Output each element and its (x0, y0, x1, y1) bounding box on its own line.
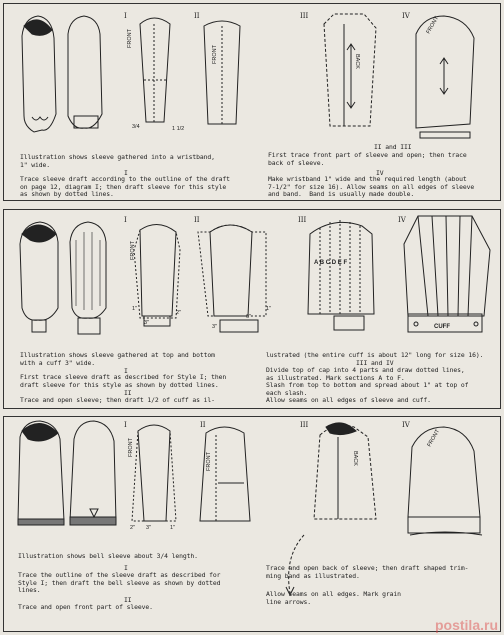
section-3-panel (3, 416, 501, 632)
label-m-c: 1" (170, 525, 176, 531)
label-sections: A B C D E F (314, 260, 348, 266)
roman-4: IV (402, 12, 410, 20)
roman-3: III (300, 12, 309, 20)
step-2-i-num: I (124, 367, 128, 375)
sleeve-illustration-front (70, 421, 116, 521)
label-m-b: 3" (144, 320, 150, 326)
trim-band (408, 517, 480, 533)
draft-iv (416, 16, 474, 128)
label-front-a: FRONT (127, 29, 133, 48)
step-2-ii: Trace and open sleeve; then draft 1/2 of cuff as il- (20, 396, 215, 404)
section-1-diagrams (4, 4, 500, 200)
draft-i (140, 224, 176, 316)
label-m-a: 1" (132, 306, 138, 312)
roman-4: IV (398, 216, 406, 224)
label-front-c: FRONT (425, 15, 441, 35)
roman-4: IV (402, 421, 410, 429)
label-m-b: 3" (146, 525, 152, 531)
watermark: postila.ru (434, 617, 498, 633)
step-3-ii-num: II (124, 596, 132, 604)
cuff-illustration-b (78, 318, 100, 334)
step-3-iii: Trace and open back of sleeve; then draft shaped trim- ming band as illustrated. (266, 564, 469, 580)
step-1-i-num: I (124, 169, 128, 177)
roman-2: II (194, 216, 200, 224)
wristband (74, 116, 98, 128)
label-back: BACK (352, 451, 358, 466)
step-1-ii-num: II and III (374, 143, 412, 151)
caption-1: Illustration shows sleeve gathered into a wristband, 1" wide. (20, 153, 215, 169)
roman-1: I (124, 421, 127, 429)
draft-iii (308, 222, 374, 314)
roman-1: I (124, 12, 127, 20)
draft-ii (198, 225, 266, 316)
caption-3: Illustration shows bell sleeve about 3/4 length. (18, 552, 198, 560)
step-3-i: Trace the outline of the sleeve draft as described for Style I; then draft the bell sleeve as shown by dotted lines. (18, 571, 221, 595)
gather-marks (32, 117, 48, 120)
section-2-panel (3, 209, 501, 409)
step-3-ii: Trace and open front part of sleeve. (18, 603, 153, 611)
step-2-ii-num: II (124, 389, 132, 397)
label-front-a: FRONT (128, 438, 134, 457)
step-2-iii: Divide top of cap into 4 parts and draw dotted lines, as illustrated. Mark sections A to F. Slash from top to bottom and spread about 1" at top of each slash. Allow seams on all edges of sleeve and cuff. (266, 366, 469, 405)
draft-iv (408, 427, 480, 517)
label-m-f: 1" (266, 306, 272, 312)
label-m-a: 3/4 (132, 124, 140, 130)
step-1-iv: Make wristband 1" wide and the required length (about 7-1/2" for size 16). Allow seams on all edges of sleeve and band. Band is usually made double. (268, 175, 475, 199)
draft-ii (200, 427, 250, 521)
section-1-panel (3, 3, 501, 201)
draft-i (138, 425, 170, 521)
step-2-cont: lustrated (the entire cuff is about 12" long for size 16). (266, 351, 484, 359)
grain-arrow-iv (440, 58, 448, 94)
roman-2: II (200, 421, 206, 429)
step-2-iii-num: III and IV (356, 359, 394, 367)
roman-3: III (300, 421, 309, 429)
caption-2: Illustration shows sleeve gathered at top and bottom with a cuff 3" wide. (20, 351, 215, 367)
label-back: BACK (354, 54, 360, 69)
step-3-i-num: I (124, 564, 128, 572)
label-front: FRONT (130, 241, 136, 260)
draft-iii (314, 425, 376, 519)
label-front-b: FRONT (212, 45, 218, 64)
roman-1: I (124, 216, 127, 224)
label-m-a: 2" (130, 525, 136, 531)
sleeve-illustration-front (70, 222, 106, 318)
cuff-draft (220, 320, 258, 332)
grain-arrow-iii (347, 44, 355, 108)
step-2-i: First trace sleeve draft as described for Style I; then draft sleeve for this style as shown by dotted lines. (20, 373, 227, 389)
sleeve-illustration-front (68, 16, 102, 128)
sleeve-shade (24, 20, 52, 35)
step-3-iv: Allow seams on all edges. Mark grain line arrows. (266, 590, 401, 606)
label-m-c: 2" (176, 310, 182, 316)
label-m-d: 3" (212, 324, 218, 330)
step-1-ii: First trace front part of sleeve and open; then trace back of sleeve. (268, 151, 467, 167)
cuff-illustration-a (32, 320, 46, 332)
step-1-i: Trace sleeve draft according to the outline of the draft on page 12, diagram I; then draft sleeve for this style as shown by dotted lines. (20, 175, 230, 199)
label-m-b: 1 1/2 (172, 126, 185, 132)
label-front-b: FRONT (206, 452, 212, 471)
roman-3: III (298, 216, 307, 224)
roman-2: II (194, 12, 200, 20)
label-front-c: FRONT (426, 428, 442, 448)
draft-iii (324, 14, 376, 126)
draft-ii (204, 21, 240, 124)
band-iv (420, 132, 470, 138)
step-1-iv-num: IV (376, 169, 384, 177)
label-m-e: 6" (246, 314, 252, 320)
label-cuff: CUFF (434, 324, 450, 330)
draft-i (140, 18, 170, 122)
